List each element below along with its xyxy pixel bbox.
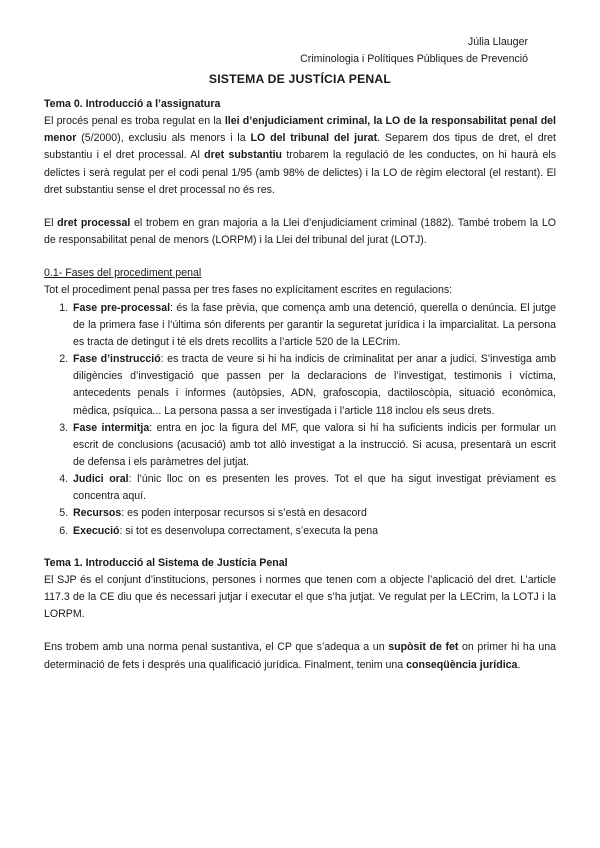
list-item: 3. Fase intermitja: entra en joc la figura del MF, que valora si hi ha suficients indicis per formular un escrit de conclusions (acusació) amb tot allò investigat a la instrucció. Si acusa, presentarà un escrit de defensa i els paràmetres del jutjat.	[71, 420, 556, 471]
course-name: Criminologia i Polítiques Públiques de Prevenció	[300, 52, 528, 65]
tema1-paragraph-1: El SJP és el conjunt d’institucions, persones i normes que tenen com a objecte l’aplicació del dret. L’article 117.3 de la CE diu que és necessari jutjar i executar el que s’ha jutjat. Ve regulat per la LECrim, la LOTJ i la LORPM.	[44, 573, 556, 621]
tema1-paragraph-2: Ens trobem amb una norma penal sustantiva, el CP que s’adequa a un supòsit de fet on primer hi ha una determinació de fets i després una qualificació jurídica. Finalment, tenim una conseqüència jurídica.	[44, 641, 556, 671]
document-body	[44, 96, 556, 674]
tema0-paragraph-1: El procés penal es troba regulat en la llei d’enjudiciament criminal, la LO de la responsabilitat penal del menor (5/2000), exclusiu als menors i la LO del tribunal del jurat. Separem dos tipus de dret, el dret substantiu i el dret processal. Al dret substantiu trobarem la regulació de les conductes, on hi haurà els delictes i serà regulat per el codi penal 1/95 (amb 98% de delictes) i la LO de règim electoral (el restant). El dret substantiu sense el dret processal no és res.	[44, 115, 556, 196]
tema0-heading: Tema 0. Introducció a l’assignatura	[44, 98, 221, 110]
phases-list	[44, 300, 556, 540]
list-item: 6. Execució: si tot es desenvolupa correctament, s’executa la pena	[71, 523, 556, 540]
list-item: 4. Judici oral: l’únic lloc on es presenten les proves. Tot el que ha sigut investigat prèviament es concentra aquí.	[71, 471, 556, 505]
list-item: 1. Fase pre-processal: és la fase prèvia, que comença amb una detenció, querella o denúncia. El jutge de la primera fase i l’última són diferents per garantir la seguretat jurídica i la imparcialitat. La persona es tracta de detingut i té els drets recollits a l’article 520 de la LECrim.	[71, 300, 556, 351]
section-heading-fases: 0.1- Fases del procediment penal	[44, 267, 202, 280]
section-intro: Tot el procediment penal passa per tres fases no explícitament escrites en regulacions:	[44, 284, 453, 297]
document-title: SISTEMA DE JUSTÍCIA PENAL	[208, 72, 392, 86]
list-item: 2. Fase d’instrucció: es tracta de veure si hi ha indicis de criminalitat per anar a judici. S’investiga amb diligències d’investigació que passen per la declaracions de l’investigat, testimonis i víctima, antecedents penals i informes (autòpsies, ADN, grafoscopia, dactiloscòpia, situació econòmica, mèdica, psíquica... La persona passa a ser investigada i l’article 118 inclou els seus drets.	[71, 351, 556, 420]
tema0-paragraph-2: El dret processal el trobem en gran majoria a la Llei d’enjudiciament criminal (1882). També trobem la LO de responsabilitat penal de menors (LORPM) i la Llei del tribunal del jurat (LOTJ).	[44, 216, 556, 247]
list-item: 5. Recursos: es poden interposar recursos si s’està en desacord	[71, 505, 556, 522]
author-name: Júlia Llauger	[467, 36, 528, 48]
author-block	[300, 34, 528, 68]
tema1-heading: Tema 1. Introducció al Sistema de Justícia Penal	[44, 556, 288, 569]
